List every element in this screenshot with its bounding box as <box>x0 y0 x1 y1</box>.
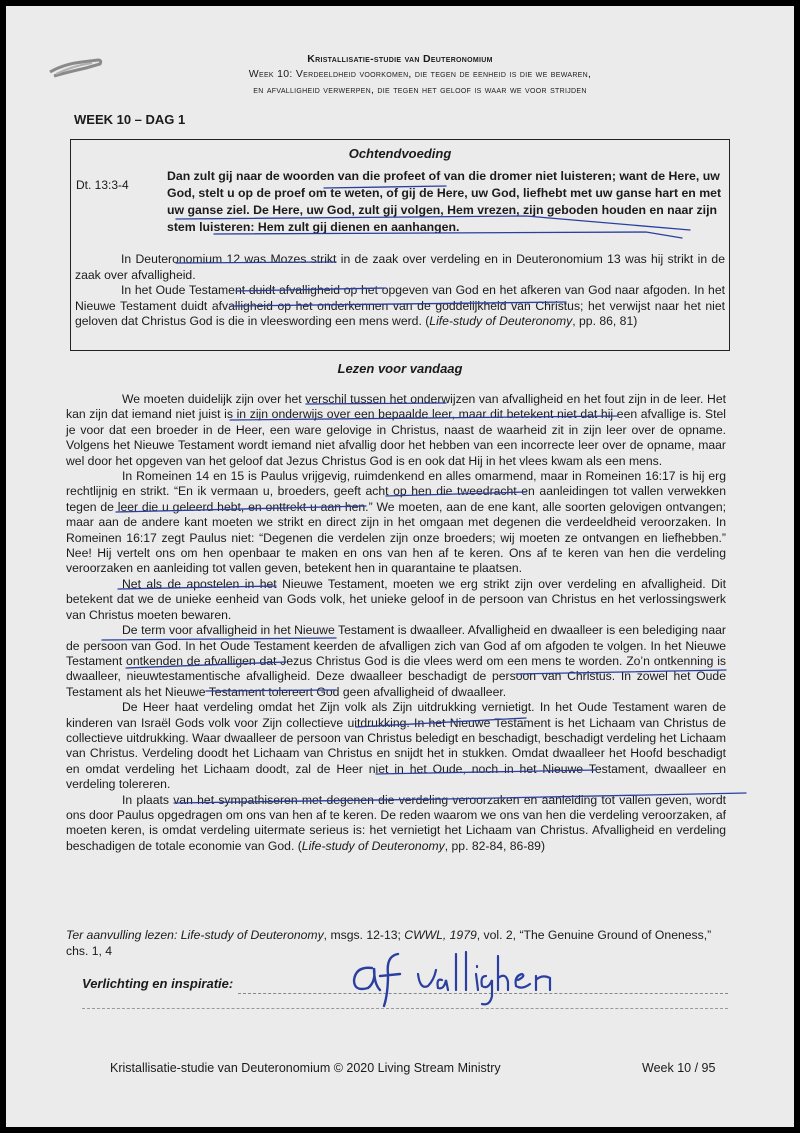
morning-source-pages: , pp. 86, 81) <box>572 314 638 329</box>
document-title: Kristallisatie-studie van Deuteronomium <box>307 53 493 65</box>
reading-paragraph-3: Net als de apostelen in het Nieuwe Testament, moeten we erg strikt zijn over verdeling en afvalligheid. Dit betekent dat we de unieke eenheid van Gods volk, het unieke geloof in de persoon van Christus en het verlossingswerk van Christus moeten bewaren. <box>66 576 726 622</box>
morning-paragraph-1: In Deuteronomium 12 was Mozes strikt in de zaak over verdeling en in Deuteronomium 13 was hij strikt in de zaak over afvalligheid. <box>75 252 725 282</box>
reading-paragraph-5: De Heer haat verdeling omdat het Zijn volk als Zijn uitdrukking vernietigt. In het Oude Testament waren de kinderen van Israël Gods volk voor Zijn collectieve uitdrukking. In het Nieuwe Testament is het Lichaam van Christus de collectieve uitdrukking. Waar dwaalleer de persoon van Christus beledigt en beschadigt, beschadigt verdeling het Lichaam van Christus. Verdeling doodt het Lichaam van Christus en snijdt het in stukken. Omdat dwaalleer het Hoofd beschadigt en omdat verdeling het Lichaam doodt, zal de Heer niet in het Oude, noch in het Nieuwe Testament, dwaalleer en verdeling tolereren. <box>66 700 726 792</box>
morning-paragraph-2 <box>75 283 725 330</box>
footer-week: Week 10 <box>642 1061 692 1075</box>
reading-paragraph-1: We moeten duidelijk zijn over het verschil tussen het onderwijzen van afvalligheid en het fout zijn in de leer. Het kan zijn dat iemand niet juist is in zijn onderwijs over een bepaalde leer, maar dit betekent niet dat hij een afvallige is. Stel je voor dat een broeder in de Heer, een ware gelovige in Christus, naast de waarheid zit in zijn leer over de opname. Volgens het Nieuwe Testament wordt iemand niet afvallig door het hebben van een incorrecte leer over de opname, maar wel door het opgeven van het geloof dat Jezus Christus God is en ook dat Hij in het vlees kwam als een mens. <box>66 392 726 468</box>
footer-copyright: Kristallisatie-studie van Deuteronomium © 2020 Living Stream Ministry <box>110 1061 501 1075</box>
verse-reference: Dt. 13:3-4 <box>76 178 129 192</box>
morning-title: Ochtendvoeding <box>348 146 452 161</box>
further-reading-label: Ter aanvulling lezen: <box>66 928 181 942</box>
footer-page-number: / 95 <box>691 1061 716 1075</box>
week-subtitle-line2: en afvalligheid verwerpen, die tegen het geloof is waar we voor strijden <box>253 84 587 96</box>
week-subtitle-line1: Week 10: Verdeeldheid voorkomen, die tegen de eenheid is die we bewaren, <box>248 68 592 80</box>
further-reading-part-2: , vol. 2, “The Genuine Ground of Oneness,” chs. 1, 4 <box>66 928 712 958</box>
verse-text: Dan zult gij naar de woorden van die profeet of van die dromer niet luisteren; want de Here, uw God, stelt u op de proef om te weten, of gij de Here, uw God, liefhebt met uw ganse hart en met uw ganse ziel. De Here, uw God, zult gij volgen, Hem vrezen, zijn geboden houden en naar zijn stem luisteren: Hem zult gij dienen en aanhangen. <box>167 169 722 234</box>
handwritten-note <box>346 946 566 1010</box>
reading-paragraph-2: In Romeinen 14 en 15 is Paulus vrijgevig, ruimdenkend en alles omarmend, maar in Romeinen 16:17 is hij erg rechtlijnig en strikt. “En ik vermaan u, broeders, geeft acht op hen die tweedracht en aanleidingen tot vallen verwekken tegen de leer die u geleerd hebt, en onttrekt u aan hen.” We moeten, aan de ene kant, alle soorten gelovigen ontvangen; maar aan de andere kant moeten we strikt en direct zijn in het omgaan met degenen die verdeeldheid veroorzaken. In Romeinen 16:17 zegt Paulus niet: “Degenen die verdelen zijn onze broeders; wij moeten ze ontvangen en liefhebben.” Nee! Hij vertelt ons om hen openbaar te maken en ons van hen af te keren. Ons af te keren van hen die verdeling veroorzaken en aanleiding tot vallen geven, betekent hen in quarantaine te plaatsen. <box>66 469 726 576</box>
week-day-heading: WEEK 10 – DAG 1 <box>74 112 186 127</box>
further-reading-part-1: , msgs. 12-13; <box>323 928 405 942</box>
further-reading-source-2: CWWL, 1979 <box>404 928 477 942</box>
reading-paragraph-6-text: In plaats van het sympathiseren met degenen die verdeling veroorzaken en aanleiding tot vallen geven, wordt ons door Paulus opgedragen om ons van hen af te keren. De reden waarom we ons van hen die verdeling veroorzaken, af moeten keren, is omdat verdeling uitermate serieus is: het vernietigt het Lichaam van Christus. Afvalligheid en verdeling beschadigen de totale economie van God. ( <box>66 792 726 853</box>
morning-source-title: Life-study of Deuteronomy <box>429 314 573 329</box>
reading-paragraph-4: De term voor afvalligheid in het Nieuwe Testament is dwaalleer. Afvalligheid en dwaalleer is een belediging naar de persoon van God. In het Oude Testament keerden de afvalligen zich van God af om afgoden te volgen. In het Nieuwe Testament ontkenden de afvalligen dat Jezus Christus God is die vlees werd om een mens te worden. Zo’n ontkenning is dwaalleer, nieuwtestamentische afvalligheid. Deze dwaalleer beschadigt de persoon van Christus. In zowel het Oude Testament als het Nieuwe Testament tolereert God geen afvalligheid of dwaalleer. <box>66 623 726 699</box>
reading-source-pages: , pp. 82-84, 86-89) <box>444 838 546 853</box>
reading-body <box>66 392 726 854</box>
further-reading-source-1: Life-study of Deuteronomy <box>180 928 324 942</box>
morning-paragraph-2-text: In het Oude Testament duidt afvalligheid op het opgeven van God en het afkeren van God naar afgoden. In het Nieuwe Testament duidt afvalligheid op het onderkennen van de goddelijkheid van Christus; het verwijst naar het niet geloven dat Christus God is die in vleeswording een mens werd. ( <box>75 283 725 329</box>
morning-nourishment-box <box>70 139 730 351</box>
footer-page <box>642 1061 715 1075</box>
reading-source-title: Life-study of Deuteronomy <box>301 838 445 853</box>
document-page <box>6 6 794 1127</box>
reading-title: Lezen voor vandaag <box>337 361 463 376</box>
reading-paragraph-6 <box>66 793 726 855</box>
inspiration-label: Verlichting en inspiratie: <box>82 976 234 991</box>
